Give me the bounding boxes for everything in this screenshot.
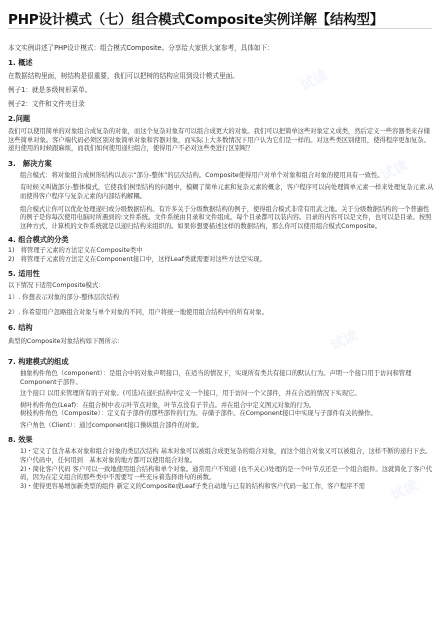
- section-3-text-3: 组合模式让你可以优化处理递归或分级数据结构。有许多关于分级数据结构的例子，使得组合模式非常有用武之地。关于分级数据结构的一个普遍性的例子是你每次使用电脑时所遇到的:文件系统。文件系统由目录和文件组成。每个目录都可以装内容。目录的内容可以是文件，也可以是目录。按照这种方式，计算机的文件系统就是以递归结构来组织的。如果你想要描述这样的数据结构，那么你可以使用组合模式Composite。: [20, 205, 432, 230]
- section-6-heading: 6. 结构: [8, 323, 33, 333]
- intro-text: 本文实例讲述了PHP设计模式：组合模式Composite。分享给大家供大家参考，具体如下：: [8, 44, 274, 52]
- section-8-text-1: 1)・定义了包含基本对象和组合对象的类层次结构 基本对象可以被组合成更复杂的组合对象，而这个组合对象又可以被组合，这样不断的递归下去。客户代码中，任何用到 基本对象的地方都可以使用组合对象。: [20, 448, 432, 465]
- section-3-text-2: 有时候又叫做部分-整体模式，它使我们树型结构的问题中，模糊了简单元素和复杂元素的概念，客户程序可以向处理简单元素一样来处理复杂元素,从而使得客户程序与复杂元素的内部结构解耦。: [20, 184, 434, 200]
- section-4-heading: 4. 组合模式的分类: [8, 235, 69, 245]
- section-1-heading: 1. 概述: [8, 58, 33, 67]
- section-1-example-1: 例子1：就是多级树形菜单。: [8, 86, 92, 94]
- section-5-text: 以下情况下适用Composite模式：: [8, 281, 105, 289]
- section-7-text-3: 树叶构件角色(Leaf)：在组合树中表示叶节点对象，叶节点没有子节点。并在组合中定义图元对象的行为。: [20, 401, 316, 409]
- section-1-example-2: 例子2：文件和文件夹目录: [8, 100, 85, 108]
- section-8-text-3: 3)・使得更容易增加新类型的组件 新定义的Composite或Leaf子类自动地与已有的结构和客户代码一起工作，客户程序不需: [20, 482, 366, 490]
- section-5-item-2: 2）. 你希望用户忽略组合对象与单个对象的不同，用户将统一地使用组合结构中的所有对象。: [8, 308, 268, 316]
- watermark: 试读: [388, 477, 421, 505]
- section-4-item: 1) 将管理子元素的方法定义在Composite类中: [8, 247, 143, 255]
- section-3-text-1: 组合模式：将对象组合成树形结构以表示“部分-整体”的层次结构。Composite使得用户对单个对象和组合对象的使用具有一致性。: [20, 171, 384, 179]
- section-8-heading: 8. 效果: [8, 435, 33, 445]
- section-7-text-1: 抽象构件角色（component）：是组合中的对象声明接口，在适当的情况下，实现所有类共有接口的默认行为。声明一个接口用于访问和管理Component子部件。: [20, 369, 412, 386]
- watermark: 试读: [298, 67, 331, 95]
- section-2-heading: 2.问题: [8, 114, 31, 123]
- section-5-heading: 5. 适用性: [8, 268, 40, 278]
- section-8-text-2: 2)・简化客户代码 客户可以一致地使用组合结构和单个对象。通常用户不知道 (也不关心)处理的是一个叶节点还是一个组合组件。这就简化了客户代码，因为在定义组合的那些类中不需要写一些充斥着选择语句的函数。: [20, 465, 433, 482]
- title-divider: [8, 28, 432, 29]
- section-5-item-1: 1）. 你想表示对象的部分-整体层次结构: [8, 294, 120, 302]
- article-title: PHP设计模式（七）组合模式Composite实例详解【结构型】: [8, 12, 384, 28]
- section-4-item: 2) 将管理子元素的方法定义在Component接口中，这样Leaf类就需要对这些方法空实现。: [8, 255, 266, 263]
- watermark: 试读: [378, 157, 411, 185]
- section-7-text-2: 这个接口 以用来管理所有的子对象。(可选)在递归结构中定义一个接口，用于访问一个父部件，并在合适的情况下实现它。: [20, 390, 361, 398]
- section-1-text: 在数据结构里面，树结构是很重要，我们可以把树的结构应用到设计模式里面。: [8, 72, 239, 80]
- section-7-text-4: 树枝构件角色（Composite）：定义有子部件的那些部件的行为。存储子部件。在Component接口中实现与子部件有关的操作。: [20, 410, 377, 418]
- section-3-heading: 3. 解决方案: [8, 158, 52, 168]
- watermark: 试读: [328, 327, 361, 355]
- section-7-heading: 7. 构建模式的组成: [8, 356, 69, 366]
- article-body: [8, 44, 434, 491]
- section-6-text: 典型的Composite对象结构如下图所示:: [8, 338, 120, 346]
- section-2-text: 我们可以使用简单的对象组合成复杂的对象，而这个复杂对象有可以组合成更大的对象。我们可以把简单这些对象定义成类，然后定义一些容器类来存储这些简单对象。客户端代码必须区别对象简单对象和容器对象，而实际上大多数情况下用户认为它们是一样的。对这些类区别使用，使得程序更加复杂。递归使用的时候跟麻烦，而我们如何使用递归组合，使得用户不必对这些类进行区别呢？: [8, 128, 430, 153]
- section-7-text-5: 客户角色（Client）：通过component接口操纵组合部件的对象。: [20, 421, 203, 429]
